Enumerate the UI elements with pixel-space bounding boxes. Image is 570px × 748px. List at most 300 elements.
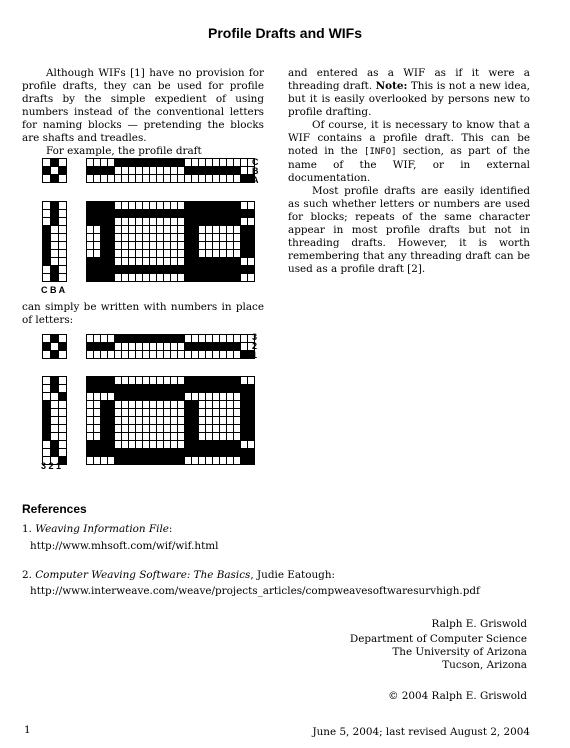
grid-cell [143,433,149,440]
grid-cell [122,258,128,265]
grid-cell [220,393,226,400]
grid-cell [108,393,114,400]
grid-cell [143,425,149,432]
grid-cell [136,274,142,281]
grid-cell [234,433,240,440]
grid-cell [59,441,66,448]
grid-cell [199,457,205,464]
grid-cell [213,234,219,241]
grid-cell [87,226,93,233]
grid-cell [43,266,50,273]
grid-cell [94,417,100,424]
grid-cell [178,202,184,209]
grid-cell [136,401,142,408]
label-b: B [252,166,259,176]
grid-cell [43,449,50,456]
grid-cell [143,234,149,241]
grid-cell [143,343,149,350]
grid-cell [59,409,66,416]
grid-cell [143,401,149,408]
grid-cell [59,226,66,233]
grid-cell [220,335,226,342]
grid-cell [178,343,184,350]
grid-cell [164,274,170,281]
grid-cell [241,441,247,448]
grid-cell [206,234,212,241]
grid-cell [206,433,212,440]
grid-cell [178,234,184,241]
ref1-title: Weaving Information File [35,523,169,535]
grid-cell [171,377,177,384]
grid-cell [178,226,184,233]
grid-cell [87,417,93,424]
grid-cell [248,218,254,225]
grid-cell [51,343,58,350]
grid-cell [136,226,142,233]
grid-cell [157,218,163,225]
grid-cell [143,377,149,384]
grid-cell [213,417,219,424]
grid-cell [241,258,247,265]
grid-cell [234,417,240,424]
grid-cell [136,417,142,424]
grid-cell [59,377,66,384]
grid-cell [157,250,163,257]
grid-cell [122,175,128,182]
grid-cell [136,202,142,209]
dept-line: Department of Computer Science [349,633,527,645]
grid-cell [115,274,121,281]
grid-cell [157,351,163,358]
grid-cell [108,335,114,342]
grid-cell [213,401,219,408]
grid-cell [213,250,219,257]
grid-cell [220,351,226,358]
grid-cell [136,218,142,225]
grid-cell [122,250,128,257]
grid-cell [59,449,66,456]
grid-cell [94,425,100,432]
draft2-drawdown-grid [86,376,255,465]
grid-cell [87,242,93,249]
grid-cell [164,218,170,225]
draft2-threading-grid [86,332,258,360]
grid-cell [171,242,177,249]
grid-cell [94,159,100,166]
grid-cell [227,234,233,241]
grid-cell [171,226,177,233]
grid-cell [213,457,219,464]
grid-cell [199,351,205,358]
grid-cell [94,401,100,408]
grid-cell [227,242,233,249]
grid-cell [171,202,177,209]
grid-cell [241,274,247,281]
grid-cell [101,175,107,182]
grid-cell [164,175,170,182]
grid-cell [157,274,163,281]
grid-cell [185,159,191,166]
grid-cell [185,335,191,342]
copyright-line: © 2004 Ralph E. Griswold [388,690,527,702]
grid-cell [164,377,170,384]
author-affiliation [350,633,527,672]
grid-cell [234,226,240,233]
grid-cell [171,258,177,265]
grid-cell [199,401,205,408]
grid-cell [122,242,128,249]
grid-cell [51,409,58,416]
grid-cell [43,218,50,225]
grid-cell [51,242,58,249]
reference-1-url[interactable]: http://www.mhsoft.com/wif/wif.html [30,540,219,552]
grid-cell [87,335,93,342]
reference-2-url[interactable]: http://www.interweave.com/weave/projects_articles/compweavesoftwaresurvhigh.pdf [30,585,480,597]
draft1-treadling-grid [42,201,67,282]
label-3: 3 [252,332,258,342]
grid-cell [171,250,177,257]
grid-cell [122,409,128,416]
grid-cell [115,226,121,233]
grid-cell [171,343,177,350]
grid-cell [206,401,212,408]
grid-cell [213,409,219,416]
grid-cell [213,226,219,233]
grid-cell [43,441,50,448]
grid-cell [157,343,163,350]
grid-cell [199,234,205,241]
grid-cell [164,234,170,241]
reference-2 [22,569,335,581]
grid-cell [164,417,170,424]
grid-cell [199,242,205,249]
grid-cell [59,385,66,392]
grid-cell [178,258,184,265]
grid-cell [150,441,156,448]
grid-cell [206,175,212,182]
grid-cell [122,218,128,225]
grid-cell [51,433,58,440]
grid-cell [171,433,177,440]
grid-cell [108,175,114,182]
grid-cell [220,433,226,440]
grid-cell [206,417,212,424]
ref2-after: , Judie Eatough: [250,569,336,581]
grid-cell [87,401,93,408]
grid-cell [43,274,50,281]
grid-cell [87,433,93,440]
grid-cell [220,425,226,432]
label-1: 1 [252,350,258,360]
grid-cell [122,167,128,174]
grid-cell [108,351,114,358]
grid-cell [150,401,156,408]
grid-cell [150,274,156,281]
grid-cell [115,401,121,408]
grid-cell [150,202,156,209]
grid-cell [213,242,219,249]
grid-cell [206,335,212,342]
grid-cell [220,159,226,166]
grid-cell [59,433,66,440]
grid-cell [43,385,50,392]
grid-cell [115,175,121,182]
grid-cell [143,175,149,182]
grid-cell [227,175,233,182]
right-p1b-text: This is not a new idea, but it is easily overlooked by persons new to profile drafting. [288,80,530,118]
grid-cell [227,401,233,408]
grid-cell [115,377,121,384]
grid-cell [213,393,219,400]
info-code: [INFO] [364,147,397,157]
grid-cell [136,234,142,241]
grid-cell [94,226,100,233]
grid-cell [108,457,114,464]
grid-cell [43,335,50,342]
grid-cell [178,351,184,358]
grid-cell [94,234,100,241]
grid-cell [178,274,184,281]
ref2-num: 2. [22,569,32,581]
grid-cell [115,417,121,424]
grid-cell [206,159,212,166]
grid-cell [178,250,184,257]
grid-cell [164,351,170,358]
note-label: Note: [375,80,408,92]
grid-cell [143,274,149,281]
grid-cell [94,409,100,416]
grid-cell [178,218,184,225]
grid-cell [129,433,135,440]
grid-cell [234,393,240,400]
grid-cell [129,218,135,225]
grid-cell [129,417,135,424]
grid-cell [150,351,156,358]
grid-cell [178,417,184,424]
grid-cell [178,175,184,182]
grid-cell [241,218,247,225]
grid-cell [143,202,149,209]
grid-cell [122,274,128,281]
grid-cell [157,401,163,408]
grid-cell [129,441,135,448]
grid-cell [178,441,184,448]
grid-cell [157,433,163,440]
grid-cell [227,425,233,432]
grid-cell [241,167,247,174]
grid-cell [150,377,156,384]
grid-cell [59,250,66,257]
ref2-title: Computer Weaving Software: The Basics [35,569,251,581]
grid-cell [94,351,100,358]
grid-cell [178,425,184,432]
grid-cell [220,417,226,424]
grid-cell [94,393,100,400]
grid-cell [59,266,66,273]
grid-cell [94,335,100,342]
grid-cell [192,159,198,166]
grid-cell [171,167,177,174]
grid-cell [143,409,149,416]
ref1-after: : [168,523,173,535]
grid-cell [136,167,142,174]
city-line: Tucson, Arizona [442,659,527,671]
grid-cell [115,167,121,174]
grid-cell [199,433,205,440]
grid-cell [213,159,219,166]
grid-cell [220,250,226,257]
grid-cell [164,401,170,408]
grid-cell [227,351,233,358]
grid-cell [87,159,93,166]
grid-cell [213,175,219,182]
left-intro [22,67,264,158]
grid-cell [59,202,66,209]
grid-cell [129,377,135,384]
grid-cell [199,425,205,432]
grid-cell [192,457,198,464]
grid-cell [115,343,121,350]
grid-cell [129,425,135,432]
right-p1-text: and entered as a WIF as if it were a threading draft. [288,67,530,92]
grid-cell [157,441,163,448]
grid-cell [59,242,66,249]
draft2-shaft-labels [252,333,257,360]
grid-cell [115,351,121,358]
grid-cell [129,343,135,350]
grid-cell [94,250,100,257]
grid-cell [87,393,93,400]
grid-cell [129,409,135,416]
grid-cell [248,202,254,209]
grid-cell [129,351,135,358]
grid-cell [43,377,50,384]
grid-cell [150,343,156,350]
grid-cell [136,351,142,358]
grid-cell [115,218,121,225]
grid-cell [234,335,240,342]
grid-cell [51,401,58,408]
grid-cell [43,175,50,182]
grid-cell [59,335,66,342]
grid-cell [234,242,240,249]
references-heading: References [22,502,87,516]
univ-line: The University of Arizona [392,646,527,658]
grid-cell [248,258,254,265]
grid-cell [227,226,233,233]
grid-cell [199,393,205,400]
grid-cell [136,242,142,249]
grid-cell [234,234,240,241]
grid-cell [157,226,163,233]
grid-cell [241,159,247,166]
grid-cell [136,409,142,416]
grid-cell [206,409,212,416]
grid-cell [234,159,240,166]
page-number: 1 [24,724,31,736]
grid-cell [164,258,170,265]
grid-cell [87,351,93,358]
grid-cell [115,234,121,241]
grid-cell [178,167,184,174]
grid-cell [192,175,198,182]
grid-cell [129,226,135,233]
grid-cell [129,274,135,281]
grid-cell [199,175,205,182]
grid-cell [143,242,149,249]
grid-cell [150,242,156,249]
grid-cell [199,335,205,342]
grid-cell [206,242,212,249]
grid-cell [171,401,177,408]
grid-cell [234,457,240,464]
grid-cell [129,234,135,241]
grid-cell [241,377,247,384]
grid-cell [164,343,170,350]
grid-cell [178,433,184,440]
grid-cell [248,377,254,384]
left-paragraph-2: For example, the profile draft [46,145,202,157]
grid-cell [59,417,66,424]
grid-cell [220,242,226,249]
grid-cell [234,250,240,257]
grid-cell [206,226,212,233]
grid-cell [171,409,177,416]
grid-cell [143,226,149,233]
grid-cell [51,226,58,233]
grid-cell [199,417,205,424]
grid-cell [101,457,107,464]
grid-cell [136,441,142,448]
grid-cell [59,274,66,281]
grid-cell [101,159,107,166]
grid-cell [94,242,100,249]
grid-cell [220,401,226,408]
grid-cell [164,441,170,448]
right-p2a: Of course, it is necessary to know that a WIF contains a profile draft. This can be noted in the [288,119,530,157]
grid-cell [220,175,226,182]
grid-cell [150,250,156,257]
grid-cell [59,351,66,358]
grid-cell [192,393,198,400]
grid-cell [157,417,163,424]
grid-cell [43,159,50,166]
grid-cell [122,343,128,350]
grid-cell [51,258,58,265]
grid-cell [227,159,233,166]
grid-cell [43,393,50,400]
grid-cell [164,167,170,174]
grid-cell [227,250,233,257]
grid-cell [122,377,128,384]
grid-cell [115,425,121,432]
grid-cell [115,441,121,448]
grid-cell [122,425,128,432]
right-paragraph-1 [288,67,530,119]
grid-cell [59,425,66,432]
grid-cell [115,242,121,249]
grid-cell [51,425,58,432]
grid-cell [122,441,128,448]
grid-cell [122,226,128,233]
grid-cell [51,250,58,257]
grid-cell [43,210,50,217]
grid-cell [234,425,240,432]
grid-cell [101,351,107,358]
grid-cell [241,202,247,209]
grid-cell [136,343,142,350]
grid-cell [115,433,121,440]
